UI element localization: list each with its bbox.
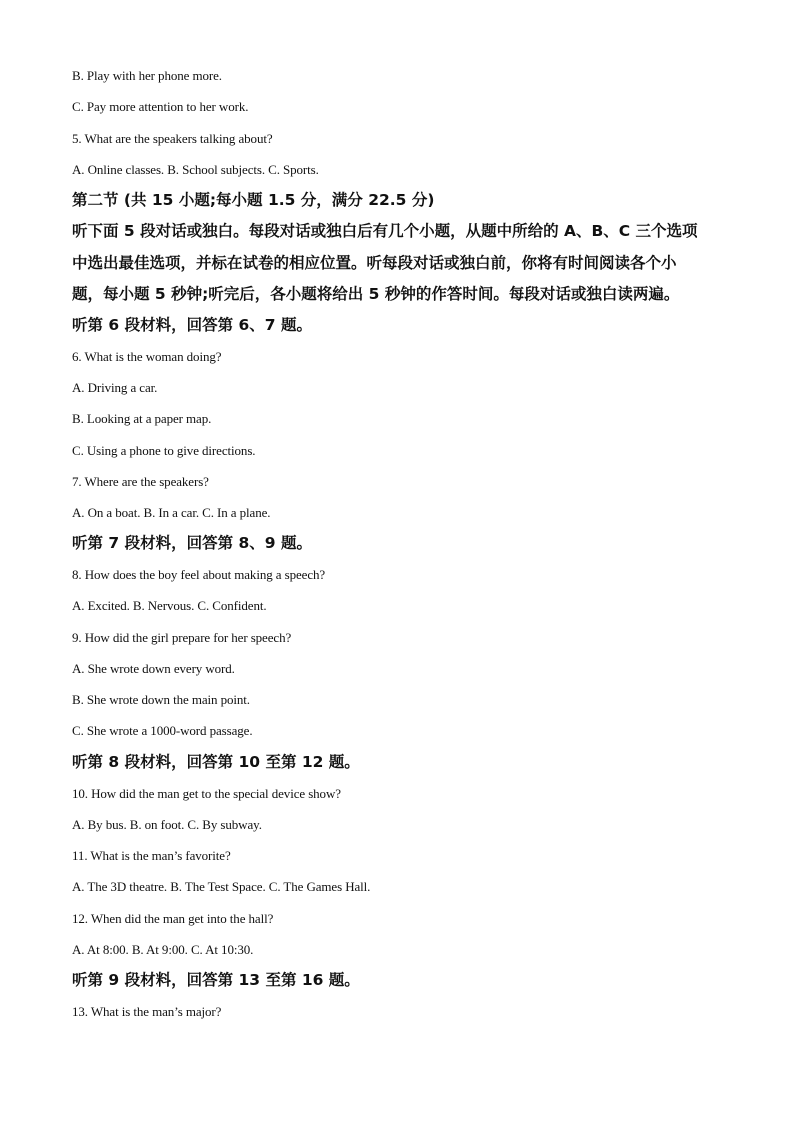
question-13: 13. What is the man’s major? — [72, 1004, 222, 1019]
option-6c: C. Using a phone to give directions. — [72, 443, 256, 458]
options-11: A. The 3D theatre. B. The Test Space. C. The Games Hall. — [72, 879, 371, 894]
option-4c: C. Pay more attention to her work. — [72, 99, 249, 114]
question-9: 9. How did the girl prepare for her speech? — [72, 630, 292, 645]
material-8-heading: 听第 8 段材料，回答第 10 至第 12 题。 — [72, 753, 360, 771]
option-6b: B. Looking at a paper map. — [72, 411, 212, 426]
question-10: 10. How did the man get to the special device show? — [72, 786, 341, 801]
option-9a: A. She wrote down every word. — [72, 661, 235, 676]
material-6-heading: 听第 6 段材料，回答第 6、7 题。 — [72, 316, 312, 334]
material-9-heading: 听第 9 段材料，回答第 13 至第 16 题。 — [72, 971, 360, 989]
question-12: 12. When did the man get into the hall? — [72, 911, 274, 926]
material-7-heading: 听第 7 段材料，回答第 8、9 题。 — [72, 534, 312, 552]
question-8: 8. How does the boy feel about making a speech? — [72, 567, 326, 582]
option-9c: C. She wrote a 1000-word passage. — [72, 723, 253, 738]
options-8: A. Excited. B. Nervous. C. Confident. — [72, 598, 267, 613]
options-5: A. Online classes. B. School subjects. C. Sports. — [72, 162, 319, 177]
option-9b: B. She wrote down the main point. — [72, 692, 250, 707]
options-7: A. On a boat. B. In a car. C. In a plane. — [72, 505, 271, 520]
question-5: 5. What are the speakers talking about? — [72, 131, 273, 146]
options-12: A. At 8:00. B. At 9:00. C. At 10:30. — [72, 942, 254, 957]
instructions-line-3: 题，每小题 5 秒钟;听完后，各小题将给出 5 秒钟的作答时间。每段对话或独白读两遍。 — [72, 285, 680, 303]
instructions-line-2: 中选出最佳选项，并标在试卷的相应位置。听每段对话或独白前，你将有时间阅读各个小 — [72, 254, 677, 272]
option-6a: A. Driving a car. — [72, 380, 158, 395]
question-7: 7. Where are the speakers? — [72, 474, 209, 489]
instructions-line-1: 听下面 5 段对话或独白。每段对话或独白后有几个小题，从题中所给的 A、B、C 三个选项 — [72, 222, 698, 240]
section-heading: 第二节 (共 15 小题;每小题 1.5 分，满分 22.5 分) — [72, 191, 435, 209]
option-4b: B. Play with her phone more. — [72, 68, 222, 83]
question-6: 6. What is the woman doing? — [72, 349, 222, 364]
question-11: 11. What is the man’s favorite? — [72, 848, 231, 863]
options-10: A. By bus. B. on foot. C. By subway. — [72, 817, 262, 832]
